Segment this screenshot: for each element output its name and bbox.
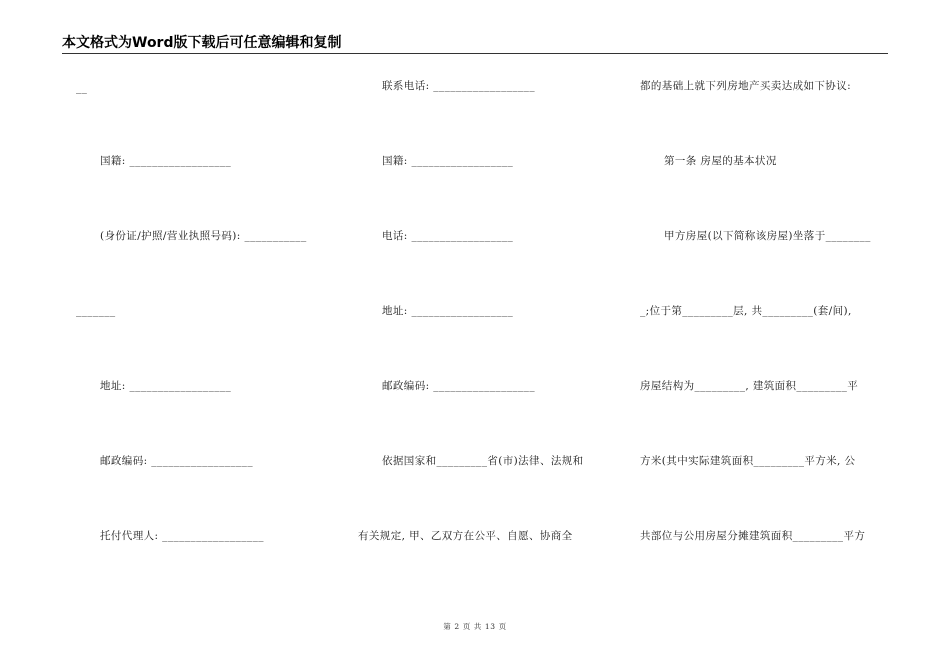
page-number: 第 2 页 共 13 页: [443, 622, 507, 631]
middle-line-phone: 电话: __________________: [382, 230, 514, 242]
left-line-1: __: [76, 82, 88, 94]
right-line-article-one: 第一条 房屋的基本状况: [664, 155, 777, 167]
right-line-area: 方米(其中实际建筑面积_________平方米, 公: [640, 455, 856, 467]
middle-line-address: 地址: __________________: [382, 305, 514, 317]
left-line-agent: 托付代理人: __________________: [100, 530, 264, 542]
right-line-structure: 房屋结构为_________, 建筑面积_________平: [640, 380, 859, 392]
middle-line-regulations: 有关规定, 甲、乙双方在公平、自愿、协商全: [358, 530, 573, 542]
right-line-floor: _;位于第_________层, 共_________(套/间),: [640, 305, 852, 317]
middle-line-law-basis: 依据国家和_________省(市)法律、法规和: [382, 455, 584, 467]
right-line-agreement-intro: 都的基础上就下列房地产买卖达成如下协议:: [640, 80, 852, 92]
right-line-location: 甲方房屋(以下简称该房屋)坐落于________: [664, 230, 871, 242]
left-line-continuation: _______: [76, 305, 116, 317]
left-line-postcode: 邮政编码: __________________: [100, 455, 253, 467]
left-line-address: 地址: __________________: [100, 380, 232, 392]
left-line-nationality: 国籍: __________________: [100, 155, 232, 167]
left-line-id-number: (身份证/护照/营业执照号码): ___________: [100, 230, 307, 242]
right-line-shared-area: 共部位与公用房屋分摊建筑面积_________平方: [640, 530, 866, 542]
middle-line-postcode: 邮政编码: __________________: [382, 380, 535, 392]
document-header-title: 本文格式为Word版下载后可任意编辑和复制: [62, 35, 342, 51]
middle-line-phone-contact: 联系电话: __________________: [382, 80, 535, 92]
middle-line-nationality: 国籍: __________________: [382, 155, 514, 167]
header-divider: [62, 53, 888, 54]
